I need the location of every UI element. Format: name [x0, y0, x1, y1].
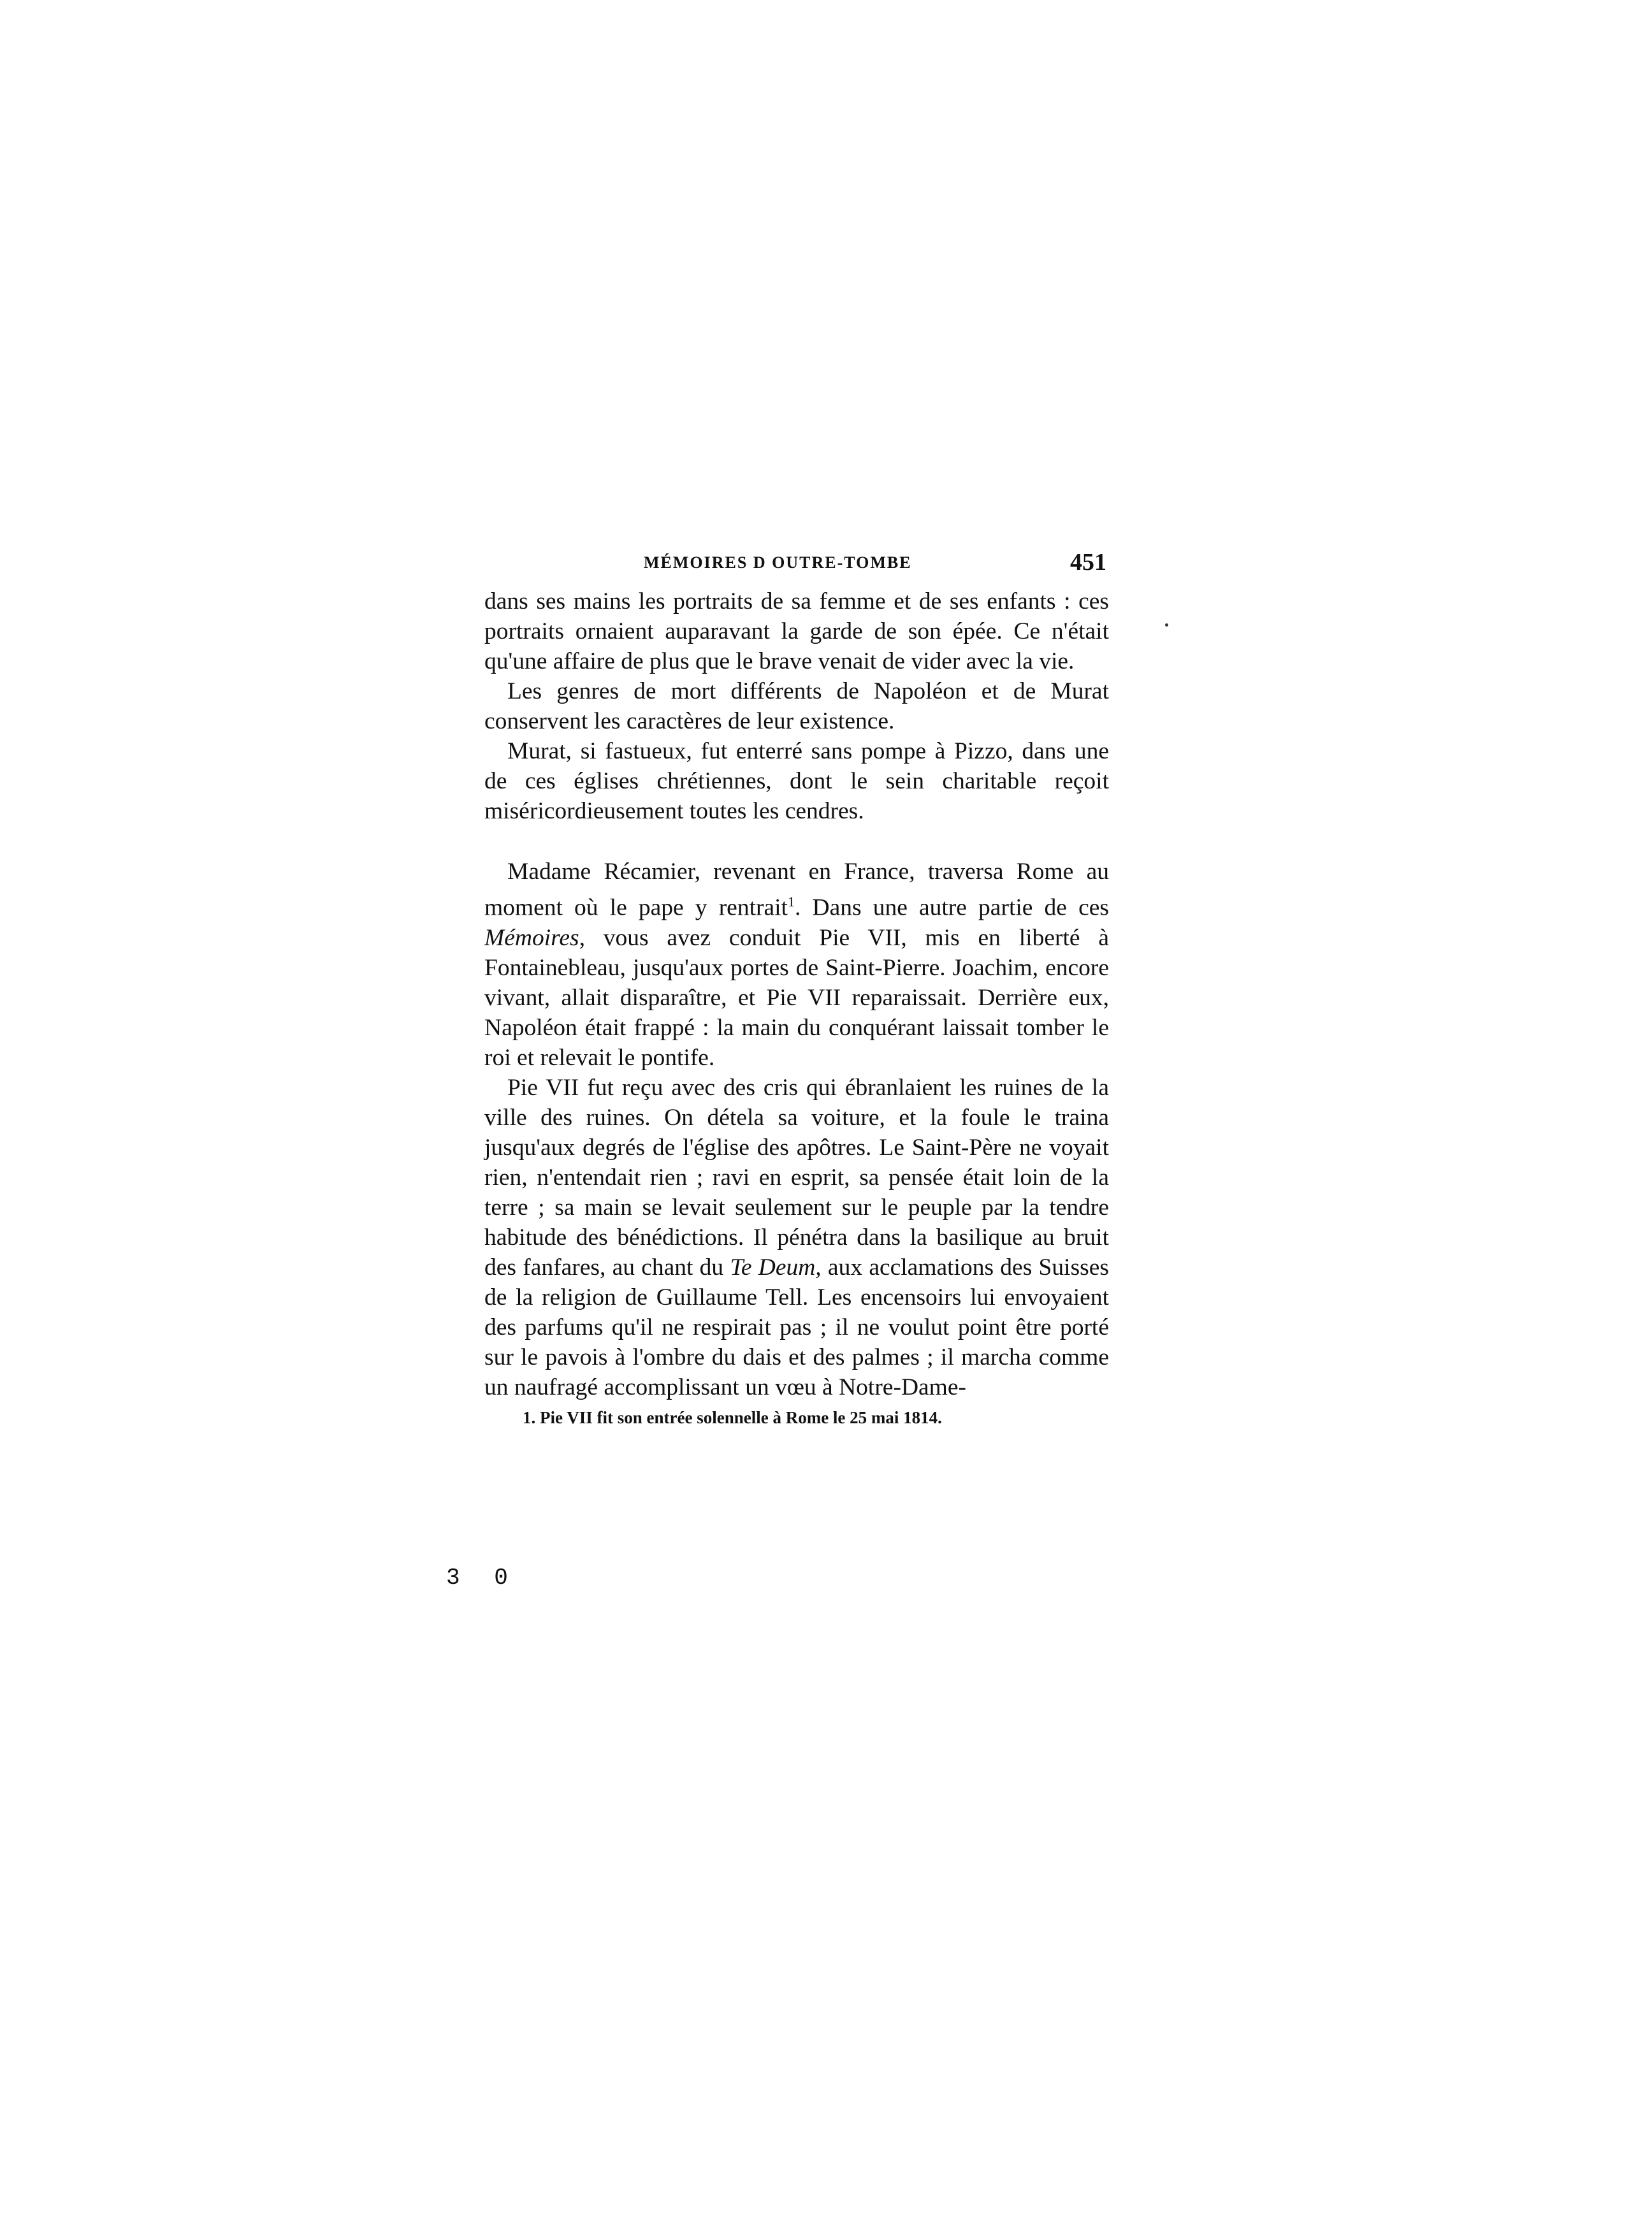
signature-mark: 3 0 [446, 1565, 518, 1591]
paragraph-1: dans ses mains les portraits de sa femme et de ses enfants : ces portraits ornaient auparavant la garde de son épée. Ce n'était qu'une affaire de plus que le brave venait de vider avec la vie. [484, 588, 1109, 674]
recamier-text-a: Madame Récamier, revenant en France, traversa Rome au moment où le pape y rentrait [484, 859, 1109, 921]
footnote: 1. Pie VII fit son entrée solennelle à Rome le 25 mai 1814. [523, 1407, 942, 1427]
recamier-text-c: vous avez conduit Pie VII, mis en liberté à Fontainebleau, jusqu'aux portes de Saint-Pierre. Joachim, encore vivant, allait disparaître, et Pie VII reparaissait. Derrière eux, Napoléon était frappé : la main du conquérant laissait tomber le roi et relevait le pontife. [484, 924, 1109, 1071]
running-head [484, 548, 1109, 586]
page-text-block [484, 548, 1109, 1429]
pie-text-b: aux acclamations des Suisses de la religion de Guillaume Tell. Les encensoirs lui envoyaient des parfums qu'il ne respirait pas ; il ne voulut point être porté sur le pavois à l'ombre du dais et des palmes ; il marcha comme un naufragé accomplissant un vœu à Notre-Dame- [484, 1254, 1109, 1400]
recamier-text-b: . Dans une autre partie de ces [794, 894, 1109, 921]
ink-speck [1165, 623, 1168, 627]
pie-text-a: Pie VII fut reçu avec des cris qui ébranlaient les ruines de la ville des ruines. On dételа sa voiture, et la foule le traina jusqu'aux degrés de l'église des apôtres. Le Saint-Père ne voyait rien, n'entendait rien ; ravi en esprit, sa pensée était loin de la terre ; sa main se levait seulement sur le peuple par la tendre habitude des bénédictions. Il pénétra dans la basilique au bruit des fanfares, au chant du [484, 1074, 1109, 1281]
paragraph-pie [484, 1073, 1109, 1402]
paragraph-3: Murat, si fastueux, fut enterré sans pompe à Pizzo, dans une de ces églises chrétiennes, dont le sein charitable reçoit miséricordieusement toutes les cendres. [484, 738, 1109, 824]
page-number: 451 [1070, 549, 1106, 576]
footnote-marker: 1 [787, 894, 795, 910]
running-title: MÉMOIRES D OUTRE-TOMBE [644, 553, 912, 572]
paragraph-recamier [484, 857, 1109, 1073]
section-gap [484, 826, 1109, 857]
pie-italic: Te Deum, [730, 1254, 822, 1281]
paragraph-2: Les genres de mort différents de Napoléon et de Murat conservent les caractères de leur existence. [484, 678, 1109, 734]
recamier-italic: Mémoires, [484, 924, 585, 951]
